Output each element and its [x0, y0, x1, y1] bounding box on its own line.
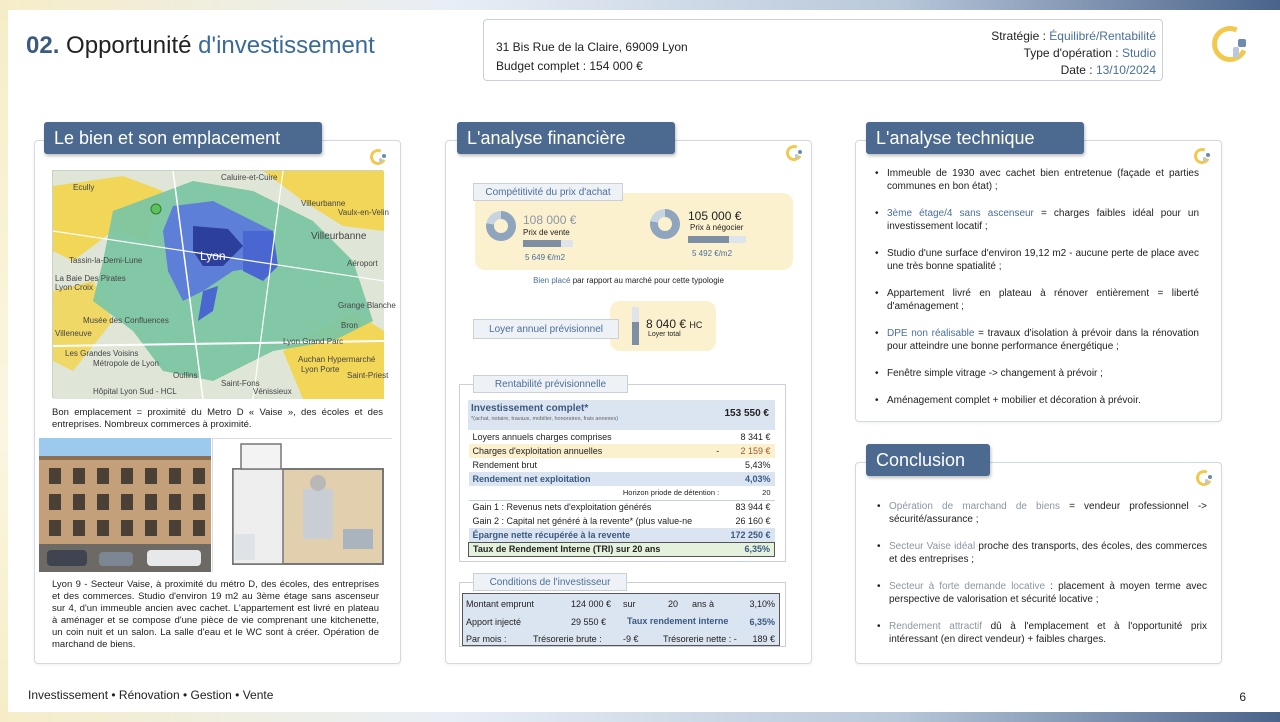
- building-photo: [39, 438, 211, 572]
- sale-price-bar-fill: [523, 240, 561, 247]
- list-item: • Rendement attractif dû à l'emplacement et à l'opportunité prix intéressant (en direct vendeur) + faibles charges.: [875, 620, 1207, 646]
- placement-note: Bien placé par rapport au marché pour cette typologie: [533, 276, 724, 285]
- location-description: Bon emplacement = proximité du Metro D « Vaise », des écoles et des entreprises. Nombreux commerces à proximité.: [52, 407, 383, 430]
- table-row: Loyers annuels charges comprises 8 341 €: [472, 432, 771, 442]
- technical-list: [873, 167, 1199, 421]
- conclusion-list: [875, 500, 1207, 660]
- nego-price-label: Prix à négocier: [690, 223, 744, 232]
- list-item: • 3ème étage/4 sans ascenseur = charges faibles idéal pour un investissement locatif ;: [873, 207, 1199, 233]
- table-row: Taux de Rendement Interne (TRI) sur 20 ans 6,35%: [469, 542, 775, 556]
- list-item: • Secteur à forte demande locative : placement à moyen terme avec perspective de valorisation et sécurité locative ;: [875, 580, 1207, 606]
- rent-bar: [632, 307, 639, 345]
- profitability-label: Rentabilité prévisionnelle: [473, 375, 628, 393]
- address: 31 Bis Rue de la Claire, 69009 Lyon: [496, 40, 688, 54]
- brand-logo-small-icon: [786, 145, 802, 161]
- list-item: • Opération de marchand de biens = vendeur professionnel -> sécurité/assurance ;: [875, 500, 1207, 526]
- page-title: 02. Opportunité d'investissement: [26, 32, 375, 59]
- sale-price-label: Prix de vente: [523, 228, 570, 237]
- brand-logo-small-icon: [1194, 148, 1210, 164]
- property-description: Lyon 9 - Secteur Vaise, à proximité du métro D, des écoles, des entreprises et des commerces. Studio d'environ 19 m2 au 3ème étage sans ascenseur sur 4, d'un immeuble ancien avec cachet. L'appartement est livré en plateau à aménager et se compose d'une pièce de vie comprenant une kitchenette, un coin nuit et un salon. La salle d'eau et le WC sont à créer. Opération de marchand de biens.: [52, 579, 379, 650]
- footer-tagline: Investissement • Rénovation • Gestion • Vente: [28, 688, 274, 702]
- sale-price-donut: [486, 211, 516, 241]
- rent-value: 8 040 € HC: [646, 317, 703, 331]
- sale-price-m2: 5 649 €/m2: [525, 253, 566, 262]
- nego-price-m2: 5 492 €/m2: [692, 249, 733, 258]
- price-competitiveness-label: Compétitivité du prix d'achat: [473, 183, 623, 201]
- nego-price: 105 000 €: [688, 209, 742, 223]
- rent-sub: Loyer total: [648, 331, 681, 338]
- list-item: • Studio d'une surface d'environ 19,12 m2 - aucune perte de place avec une très bonne spatialité ;: [873, 247, 1199, 273]
- sale-price: 108 000 €: [523, 213, 577, 227]
- nego-price-donut: [650, 209, 680, 239]
- budget: Budget complet : 154 000 €: [496, 59, 643, 73]
- header-info-box: [483, 19, 1163, 81]
- list-item: • Fenêtre simple vitrage -> changement à prévoir ;: [873, 367, 1199, 380]
- brand-logo-small-icon: [370, 149, 386, 165]
- property-section-title: Le bien et son emplacement: [44, 122, 322, 154]
- nego-price-bar-fill: [688, 236, 729, 243]
- conclusion-section-title: Conclusion: [866, 444, 990, 476]
- list-item: • Secteur Vaise idéal proche des transports, des écoles, des commerces et des entreprises ;: [875, 540, 1207, 566]
- operation-line: Type d'opération : Studio: [1023, 46, 1156, 60]
- technical-section-title: L'analyse technique: [866, 122, 1084, 154]
- list-item: • DPE non réalisable = travaux d'isolation à prévoir dans la rénovation pour atteindre une bonne performance énergétique ;: [873, 327, 1199, 353]
- table-row: Rendement net exploitation 4,03%: [469, 472, 775, 486]
- table-row: Charges d'exploitation annuelles - 2 159 €: [469, 444, 775, 458]
- page-number: 6: [1239, 690, 1246, 704]
- list-item: • Appartement livré en plateau à rénover entièrement = liberté d'aménagement ;: [873, 287, 1199, 313]
- finance-section-title: L'analyse financière: [457, 122, 675, 154]
- investment-row: Investissement complet* *(achat, notaire, travaux, mobilier, honoraires, frais annexes) 153 550 €: [468, 400, 775, 430]
- table-row: Horizon priode de détention : 20: [622, 488, 771, 498]
- list-item: • Aménagement complet + mobilier et décoration à prévoir.: [873, 394, 1199, 407]
- list-item: • Immeuble de 1930 avec cachet bien entretenue (façade et parties communes en bon état) ;: [873, 167, 1199, 193]
- table-row: Gain 2 : Capital net généré à la revente* (plus value-ne 26 160 €: [472, 516, 771, 526]
- top-gradient-bar: [0, 0, 1280, 10]
- brand-logo-small-icon: [1196, 470, 1212, 486]
- conditions-table: Montant emprunt 124 000 € sur 20 ans à 3,10% Apport injecté 29 550 € Taux rendement interne 6,35% Par mois : Trésorerie brute : -9 € Trésorerie nette : - 189 €: [462, 593, 780, 646]
- profitability-table: [468, 430, 775, 557]
- rent-label: Loyer annuel prévisionnel: [473, 319, 619, 339]
- conditions-label: Conditions de l'investisseur: [473, 573, 627, 591]
- table-row: Épargne nette récupérée à la revente 172 250 €: [469, 528, 775, 542]
- floor-plan: [212, 438, 392, 572]
- table-row: Rendement brut 5,43%: [472, 460, 771, 470]
- date-line: Date : 13/10/2024: [1060, 63, 1156, 77]
- bottom-gradient-bar: [0, 712, 1280, 722]
- sale-price-bar: [523, 240, 573, 247]
- table-row: Gain 1 : Revenus nets d'exploitation générés 83 944 €: [469, 500, 775, 514]
- rent-bar-fill: [632, 322, 639, 345]
- left-gradient-bar: [0, 10, 8, 712]
- nego-price-bar: [688, 236, 746, 243]
- strategy-line: Stratégie : Équilibré/Rentabilité: [991, 29, 1156, 43]
- location-map: Caluire-et-Cuire Vaulx-en-Velin Villeurbanne Lyon La Baie Des Pirates Lyon Croix Musée des Confluences Lyon Grand Parc Grange Blanche Bron Les Grandes Voisins Métropole de Lyon Auchan Hypermarché Lyon Porte Hôpital Lyon Sud - HCL Saint-Fons Ecully Tassin-la-Demi-Lune Oullins Vénissieux Villeurbanne Saint-Priest Aéroport Villeneuve: [52, 170, 383, 398]
- brand-logo-icon: [1212, 26, 1248, 62]
